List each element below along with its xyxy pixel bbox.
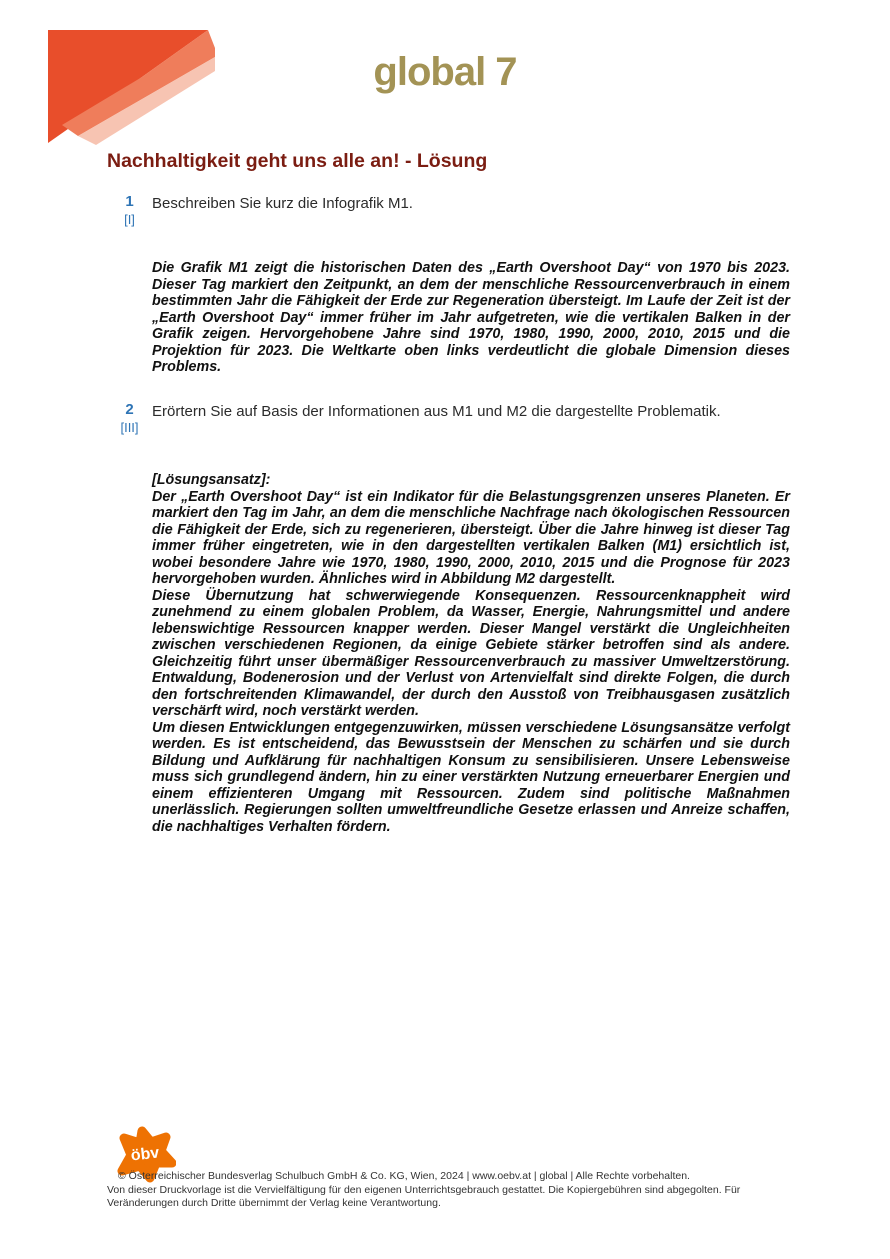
copyright-line: © Österreichischer Bundesverlag Schulbuch GmbH & Co. KG, Wien, 2024 | www.oebv.at | global | Alle Rechte vorbehalten. [118,1170,690,1182]
answer-paragraph: [Lösungsansatz]: [152,472,271,488]
answer-paragraph: Die Grafik M1 zeigt die historischen Daten des „Earth Overshoot Day“ von 1970 bis 2023. Dieser Tag markiert den Zeitpunkt, an dem der menschliche Ressourcenverbrauch in einem bestimmten Jahr die Fähigkeit der Erde zur Regeneration übersteigt. Im Laufe der Zeit ist der „Earth Overshoot Day“ immer früher im Jahr aufgetreten, wie die vertikalen Balken in der Grafik zeigen. Hervorgehobene Jahre sind 1970, 1980, 1990, 2000, 2010, 2015 und die Projektion für 2023. Die Weltkarte oben links verdeutlicht die globale Dimension dieses Problems. [152,260,790,375]
page-title: Nachhaltigkeit geht uns alle an! - Lösung [107,150,488,172]
answer-paragraph: Der „Earth Overshoot Day“ ist ein Indikator für die Belastungsgrenzen unseres Planeten. Er markiert den Tag im Jahr, an dem die menschliche Nachfrage nach ökologischen Ressourcen die Fähigkeit der Erde, sich zu regenerieren, übersteigt. Über die Jahre hinweg ist dieser Tag immer früher eingetreten, wie in den dargestellten vertikalen Balken (M1) ersichtlich ist, wobei besondere Jahre wie 1970, 1980, 1990, 2000, 2010, 2015 und die Prognose für 2023 hervorgehoben wurden. Ähnliches wird in Abbildung M2 dargestellt. [152,488,790,587]
answer-paragraph: Diese Übernutzung hat schwerwiegende Konsequenzen. Ressourcenknappheit wird zunehmend zu einem globalen Problem, da Wasser, Energie, Nahrungsmittel und andere lebenswichtige Ressourcen knapper werden. Dieser Mangel verstärkt die Ungleichheiten zwischen verschiedenen Regionen, da einige Gebiete stärker betroffen sind als andere. Gleichzeitig führt unser übermäßiger Ressourcenverbrauch zu massiver Umweltzerstörung. Entwaldung, Bodenerosion und der Verlust von Artenvielfalt sind direkte Folgen, die durch den fortschreitenden Klimawandel, der durch den Ausstoß von Treibhausgasen zusätzlich verschärft wird, noch verstärkt werden. [152,587,790,719]
task-number: 1 [125,193,134,210]
license-disclaimer: Von dieser Druckvorlage ist die Vervielfältigung für den eigenen Unterrichtsgebrauch gestattet. Die Kopiergebühren sind abgegolten. Für Veränderungen durch Dritte übernimmt der Verlag keine Verantwortung. [107,1184,741,1209]
task-2-answer [152,472,790,835]
answer-paragraph: Um diesen Entwicklungen entgegenzuwirken, müssen verschiedene Lösungsansätze verfolgt werden. Es ist entscheidend, das Bewusstsein der Menschen zu schärfen und sie durch Bildung und Aufklärung für nachhaltigen Konsum zu sensibilisieren. Unsere Lebensweise muss sich grundlegend ändern, hin zu einer verstärkten Nutzung erneuerbarer Energien und einem effizienteren Umgang mit Ressourcen. Zudem sind politische Maßnahmen unerlässlich. Regierungen sollten umweltfreundliche Gesetze erlassen und Anreize schaffen, die nachhaltiges Verhalten fördern. [152,719,790,835]
task-2-number-column [107,401,152,436]
task-2 [107,401,790,835]
task-1-number-column [107,193,152,228]
task-difficulty-level: [III] [120,419,139,435]
task-1-question: Beschreiben Sie kurz die Infografik M1. [152,195,413,212]
task-1-answer [152,260,790,376]
task-2-question: Erörtern Sie auf Basis der Informationen aus M1 und M2 die dargestellte Problematik. [152,403,721,420]
task-difficulty-level: [I] [124,211,135,227]
task-1 [107,193,790,376]
task-number: 2 [125,401,134,418]
obv-logo-text: öbv [130,1144,161,1165]
brand-title: global 7 [373,50,517,94]
